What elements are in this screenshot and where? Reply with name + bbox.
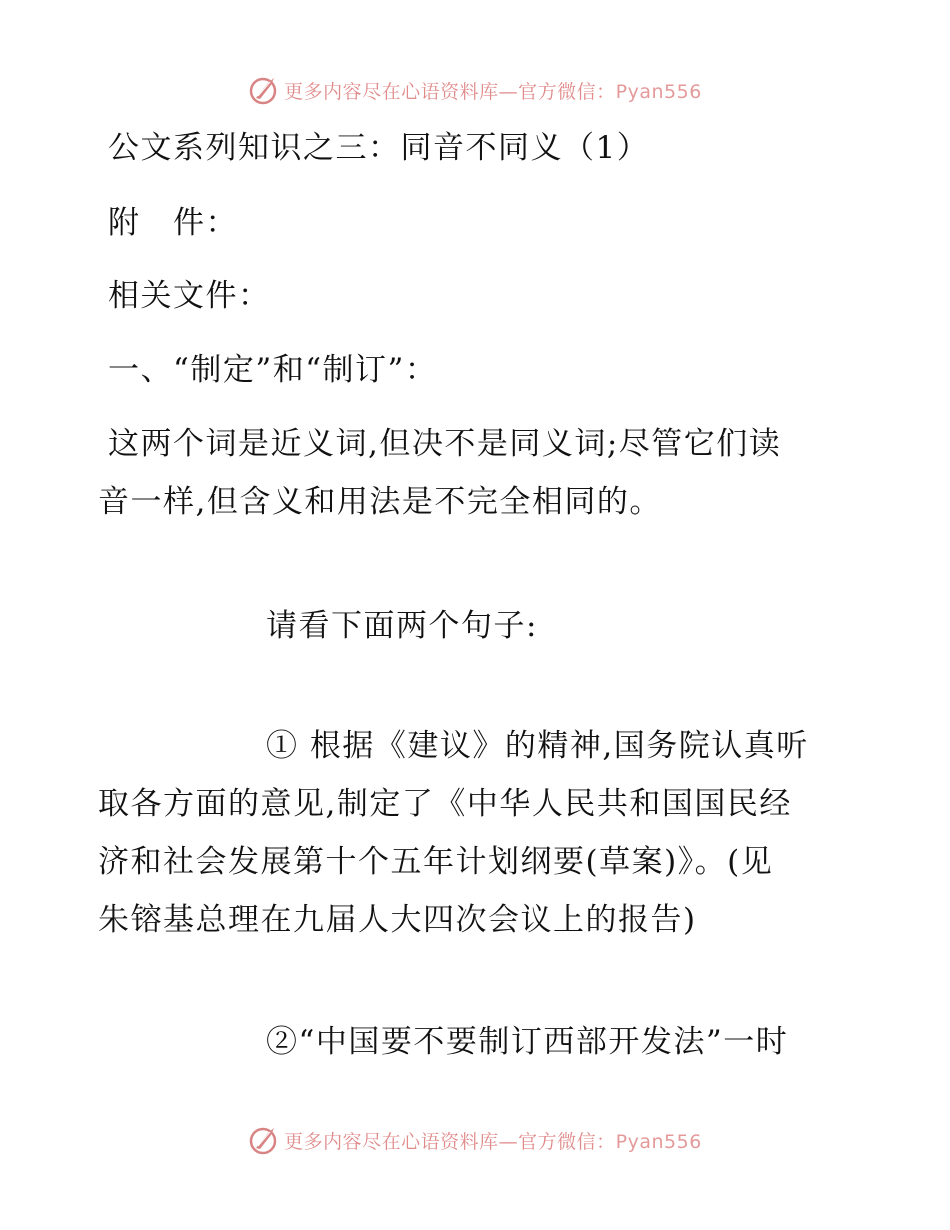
quill-pen-logo-icon xyxy=(248,74,280,106)
document-title: 公文系列知识之三：同音不同义（1） xyxy=(108,130,650,166)
footer-watermark xyxy=(0,1120,950,1160)
attachment-label: 附 件： xyxy=(108,205,238,241)
paragraph-line: 这两个词是近义词,但决不是同义词;尽管它们读 xyxy=(108,426,782,462)
watermark-wechat-id: Pyan556 xyxy=(615,80,702,103)
watermark-text: 更多内容尽在心语资料库—官方微信： xyxy=(284,80,616,103)
paragraph-line: 取各方面的意见,制定了《中华人民共和国国民经 xyxy=(98,786,792,822)
paragraph-line: ① 根据《建议》的精神,国务院认真听 xyxy=(266,728,809,764)
watermark-text: 更多内容尽在心语资料库—官方微信： xyxy=(284,1130,616,1153)
paragraph-line: 济和社会发展第十个五年计划纲要(草案)》。(见 xyxy=(98,844,774,880)
paragraph-line: 请看下面两个句子: xyxy=(266,608,538,644)
header-watermark xyxy=(0,70,950,110)
paragraph-line: ②“中国要不要制订西部开发法”一时 xyxy=(266,1024,789,1060)
watermark-wechat-id: Pyan556 xyxy=(615,1130,702,1153)
related-files-label: 相关文件： xyxy=(108,278,271,314)
paragraph-line: 音一样,但含义和用法是不完全相同的。 xyxy=(98,484,662,520)
section-heading: 一、“制定”和“制订”： xyxy=(108,352,438,388)
paragraph-line: 朱镕基总理在九届人大四次会议上的报告) xyxy=(98,902,697,938)
quill-pen-logo-icon xyxy=(248,1124,280,1156)
